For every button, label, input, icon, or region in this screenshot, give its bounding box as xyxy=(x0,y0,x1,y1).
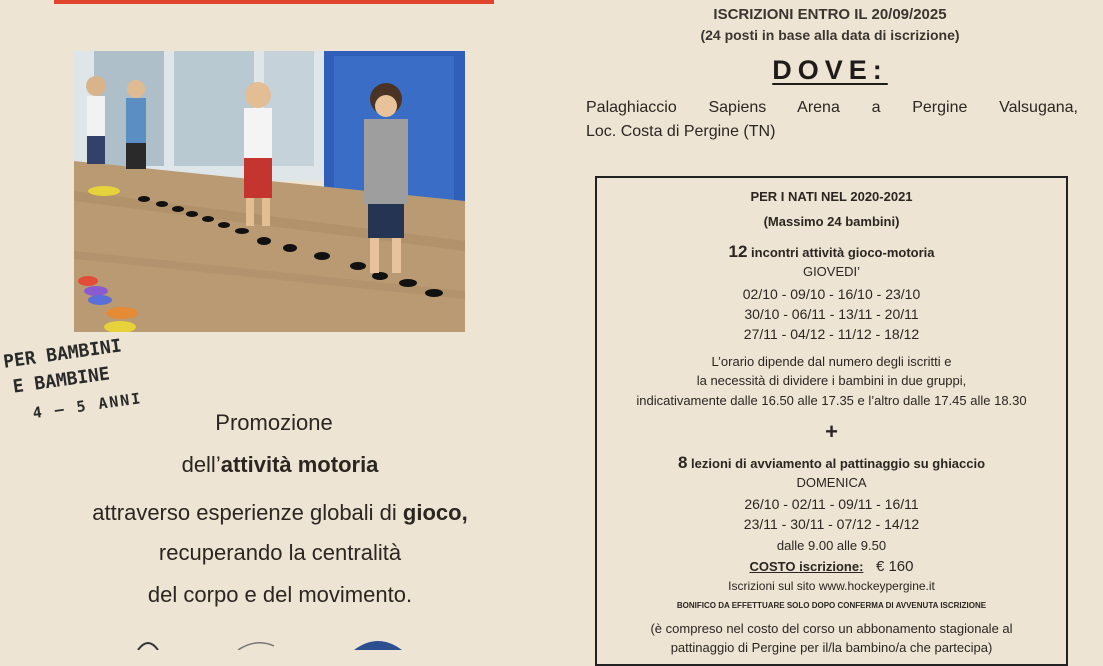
registration-deadline: ISCRIZIONI ENTRO IL 20/09/2025 xyxy=(713,6,947,23)
promo-line-5: del corpo e del movimento. xyxy=(147,582,413,607)
promo-line-2 xyxy=(20,452,540,478)
box-header: PER I NATI NEL 2020-2021 xyxy=(750,189,913,204)
box-max: (Massimo 24 bambini) xyxy=(763,214,900,229)
registration-places: (24 posti in base alla data di iscrizione) xyxy=(700,27,960,43)
address xyxy=(586,96,1078,144)
lessons-dates-row: 26/10 - 02/11 - 09/11 - 16/11 xyxy=(744,496,919,512)
address-line-2: Loc. Costa di Pergine (TN) xyxy=(586,123,776,140)
where-title: DOVE: xyxy=(772,55,888,85)
promo-line-3 xyxy=(20,500,540,526)
meetings-count: 12 xyxy=(728,242,748,261)
cost-value: € 160 xyxy=(875,558,914,575)
box-lessons xyxy=(597,453,1066,473)
schedule-note-line: L’orario dipende dal numero degli iscritti e xyxy=(711,354,952,369)
meetings-dates-row: 30/10 - 06/11 - 13/11 - 20/11 xyxy=(744,306,919,322)
lessons-time: dalle 9.00 alle 9.50 xyxy=(776,538,887,553)
meetings-dates-row: 02/10 - 09/10 - 16/10 - 23/10 xyxy=(742,286,921,302)
promo-line-4: recuperando la centralità xyxy=(158,540,402,565)
lessons-dates-row: 23/11 - 30/11 - 07/12 - 14/12 xyxy=(743,516,920,532)
children-photo xyxy=(74,51,465,332)
meetings-dates-row: 27/11 - 04/12 - 11/12 - 18/12 xyxy=(743,326,920,342)
cost-label: COSTO iscrizione: xyxy=(749,559,864,574)
partner-logos xyxy=(120,632,420,650)
promo-line-2-pre: dell’ xyxy=(181,452,221,477)
promo-line-3-bold: gioco, xyxy=(402,500,468,525)
included-note-line: pattinaggio di Pergine per il/la bambino/a che partecipa) xyxy=(670,640,993,655)
plus-sign: + xyxy=(825,419,838,444)
course-info-box xyxy=(595,176,1068,666)
schedule-note-line: indicativamente dalle 16.50 alle 17.35 e l’altro dalle 17.45 alle 18.30 xyxy=(636,393,1027,408)
included-note-line: (è compreso nel costo del corso un abbonamento stagionale al xyxy=(650,621,1013,636)
promo-line-3-pre: attraverso esperienze globali di xyxy=(92,500,403,525)
lessons-text: lezioni di avviamento al pattinaggio su ghiaccio xyxy=(691,456,986,471)
top-accent-bar xyxy=(54,0,494,4)
meetings-text: incontri attività gioco-motoria xyxy=(751,245,935,260)
box-meetings xyxy=(597,242,1066,262)
meetings-day: GIOVEDI’ xyxy=(802,264,861,279)
registration-site: Iscrizioni sul sito www.hockeypergine.it xyxy=(728,579,935,593)
address-line-1: Palaghiaccio Sapiens Arena a Pergine Valsugana, xyxy=(586,99,1078,116)
cost xyxy=(597,558,1066,575)
lessons-day: DOMENICA xyxy=(796,475,867,490)
promo-line-1: Promozione xyxy=(215,410,333,435)
transfer-note: BONIFICO DA EFFETTUARE SOLO DOPO CONFERMA DI AVVENUTA ISCRIZIONE xyxy=(676,601,987,610)
promo-line-2-bold: attività motoria xyxy=(220,452,379,477)
stamp-line-1: PER BAMBINI xyxy=(2,335,123,373)
age-stamp xyxy=(2,330,176,461)
stamp-line-3: 4 – 5 ANNI xyxy=(31,389,144,423)
schedule-note-line: la necessità di dividere i bambini in due gruppi, xyxy=(696,373,967,388)
stamp-line-2: E BAMBINE xyxy=(11,363,112,398)
lessons-count: 8 xyxy=(677,453,688,472)
